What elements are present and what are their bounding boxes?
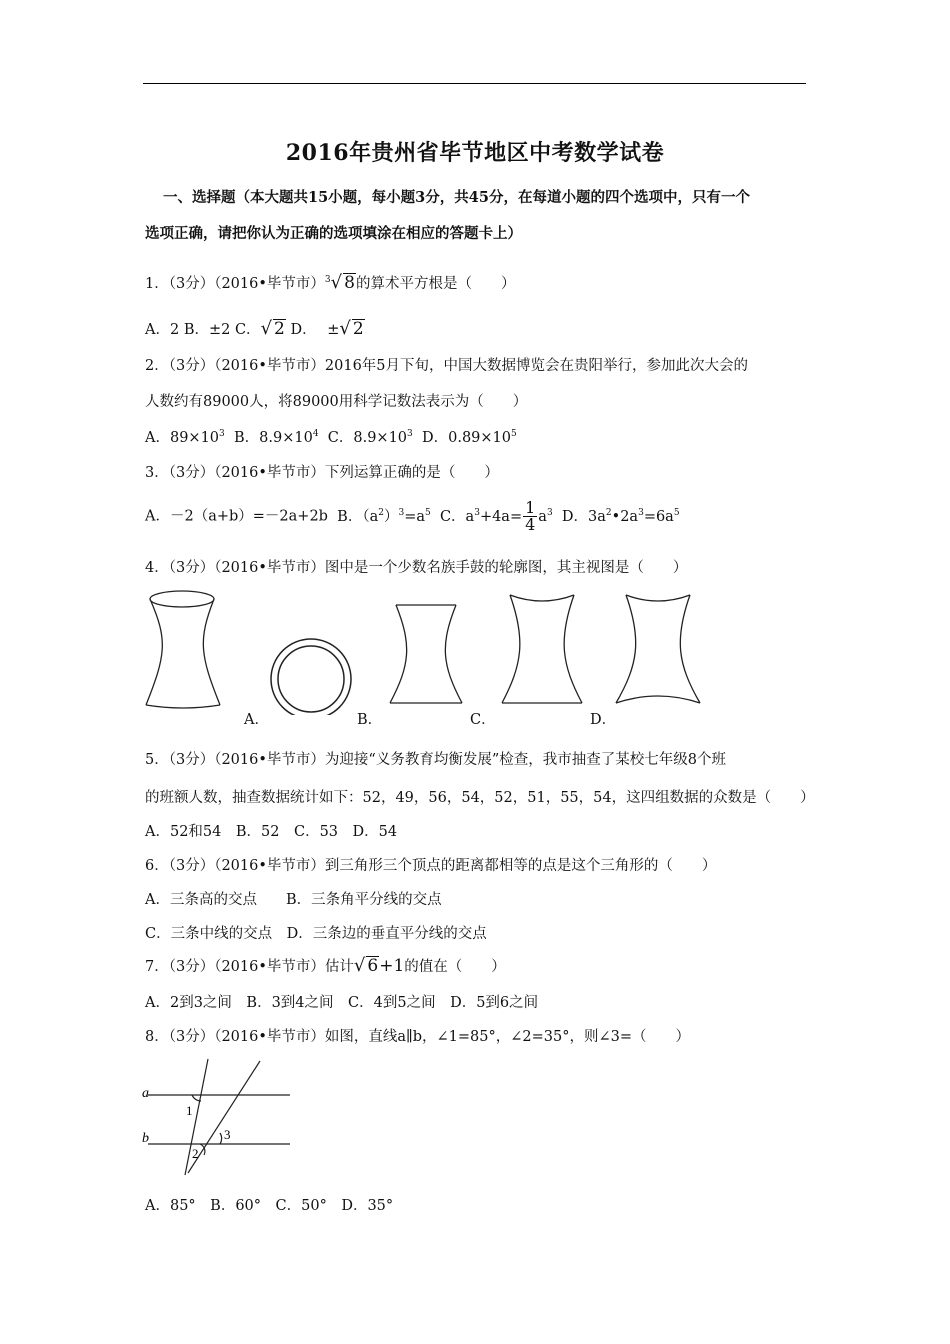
radical-sign: √ bbox=[339, 318, 351, 339]
label-1: 1 bbox=[186, 1103, 193, 1118]
q1-radicand: 8 bbox=[344, 273, 355, 293]
question-8: 8．（3分）（2016•毕节市）如图，直线a∥b，∠1=85°，∠2=35°，则∠3=（ ） bbox=[145, 1029, 691, 1045]
q1-option-d-radicand: 2 bbox=[352, 319, 364, 339]
page-title: 2016年贵州省毕节地区中考数学试卷 bbox=[285, 140, 665, 166]
q3-fraction: $\frac{1}{4}$ bbox=[525, 498, 536, 534]
q7-prefix: 7．（3分）（2016•毕节市）估计 bbox=[145, 959, 354, 975]
question-5-options: A．52和54 B．52 C．53 D．54 bbox=[145, 824, 398, 840]
section-heading-line2: 选项正确，请把你认为正确的选项填涂在相应的答题卡上） bbox=[145, 225, 522, 242]
option-a-figure bbox=[271, 639, 351, 715]
angle-3-arc bbox=[220, 1133, 222, 1144]
label-a: a bbox=[142, 1086, 149, 1101]
question-2-options bbox=[145, 426, 517, 447]
q2-option-b: B．$8.9\times 10^4$ bbox=[233, 429, 319, 446]
option-c-figure bbox=[502, 595, 582, 703]
q7-plus-one: +1 bbox=[379, 956, 405, 976]
question-1-options bbox=[145, 318, 365, 339]
q4-label-d: D． bbox=[590, 712, 617, 728]
question-3-options bbox=[145, 500, 680, 533]
q1-option-b: B．±2 bbox=[183, 322, 231, 338]
section-heading-line1: 一、选择题（本大题共15小题，每小题3分，共45分，在每道小题的四个选项中，只有一个 bbox=[163, 189, 750, 206]
question-5-line2: 的班额人数，抽查数据统计如下：52，49，56，54，52，51，55，54，这四组数据的众数是（ ） bbox=[145, 790, 815, 806]
radical-sign: √ bbox=[330, 272, 343, 293]
question-3: 3．（3分）（2016•毕节市）下列运算正确的是（ ） bbox=[145, 465, 499, 481]
q3-option-b: B．$(a^2)^3=a^5$ bbox=[337, 507, 431, 525]
q1-option-c: C． bbox=[234, 322, 261, 338]
q7-radicand: 6 bbox=[367, 956, 379, 976]
q2-option-d: D．$0.89\times 10^5$ bbox=[421, 429, 517, 446]
question-6-options-row1: A．三条高的交点 B．三条角平分线的交点 bbox=[145, 892, 442, 908]
q1-suffix: 的算术平方根是（ ） bbox=[355, 276, 516, 292]
label-2: 2 bbox=[192, 1146, 199, 1161]
q4-label-c: C． bbox=[470, 712, 496, 728]
question-4: 4．（3分）（2016•毕节市）图中是一个少数名族手鼓的轮廓图，其主视图是（ ） bbox=[145, 560, 688, 576]
q4-label-b: B． bbox=[357, 712, 383, 728]
radical-sign: √ bbox=[260, 318, 273, 339]
option-b-figure bbox=[390, 605, 462, 703]
question-6-options-row2: C．三条中线的交点 D．三条边的垂直平分线的交点 bbox=[145, 926, 487, 942]
header-rule bbox=[143, 83, 806, 84]
q3-option-a: A．－2（a+b）=－2a+2b bbox=[145, 508, 328, 525]
transversal-2 bbox=[188, 1061, 260, 1173]
q1-option-a: A．2 bbox=[145, 322, 180, 338]
q1-prefix: 1．（3分）（2016•毕节市） bbox=[145, 276, 325, 292]
question-2-line2: 人数约有89000人，将89000用科学记数法表示为（ ） bbox=[145, 394, 528, 410]
parallel-lines-figure bbox=[140, 1055, 300, 1180]
q3-option-c: C．$a^3+4a=$ $\frac{1}{4}$ $a^3$ bbox=[439, 498, 553, 534]
question-2-line1: 2．（3分）（2016•毕节市）2016年5月下旬，中国大数据博览会在贵阳举行，参加此次大会的 bbox=[145, 358, 749, 374]
drum-3d-figure bbox=[146, 591, 220, 708]
question-5-line1: 5．（3分）（2016•毕节市）为迎接“义务教育均衡发展”检查，我市抽查了某校七年级8个班 bbox=[145, 752, 726, 768]
q1-option-d: D． bbox=[290, 322, 317, 338]
option-d-figure bbox=[616, 595, 700, 703]
q3-option-d: D．$3a^2•2a^3=6a^5$ bbox=[561, 507, 680, 525]
q4-label-a: A． bbox=[244, 712, 269, 728]
section-heading bbox=[145, 180, 810, 252]
question-6: 6．（3分）（2016•毕节市）到三角形三个顶点的距离都相等的点是这个三角形的（ ） bbox=[145, 858, 717, 874]
q2-option-a: A．$89\times 10^3$ bbox=[145, 429, 225, 446]
question-8-options: A．85° B．60° C．50° D．35° bbox=[145, 1198, 394, 1214]
radical-sign: √ bbox=[353, 955, 366, 976]
label-b: b bbox=[142, 1131, 149, 1146]
question-7-options: A．2到3之间 B．3到4之间 C．4到5之间 D．5到6之间 bbox=[145, 995, 539, 1011]
question-1 bbox=[145, 272, 515, 293]
q1-option-d-pm: ± bbox=[327, 322, 340, 338]
question-7 bbox=[145, 955, 506, 976]
q1-root-index: 3 bbox=[324, 275, 331, 285]
drum-figures bbox=[140, 585, 740, 715]
label-3: 3 bbox=[224, 1127, 231, 1142]
q7-suffix: 的值在（ ） bbox=[404, 959, 506, 975]
q2-option-c: C．$8.9\times 10^3$ bbox=[327, 429, 413, 446]
q1-option-c-radicand: 2 bbox=[274, 319, 285, 339]
